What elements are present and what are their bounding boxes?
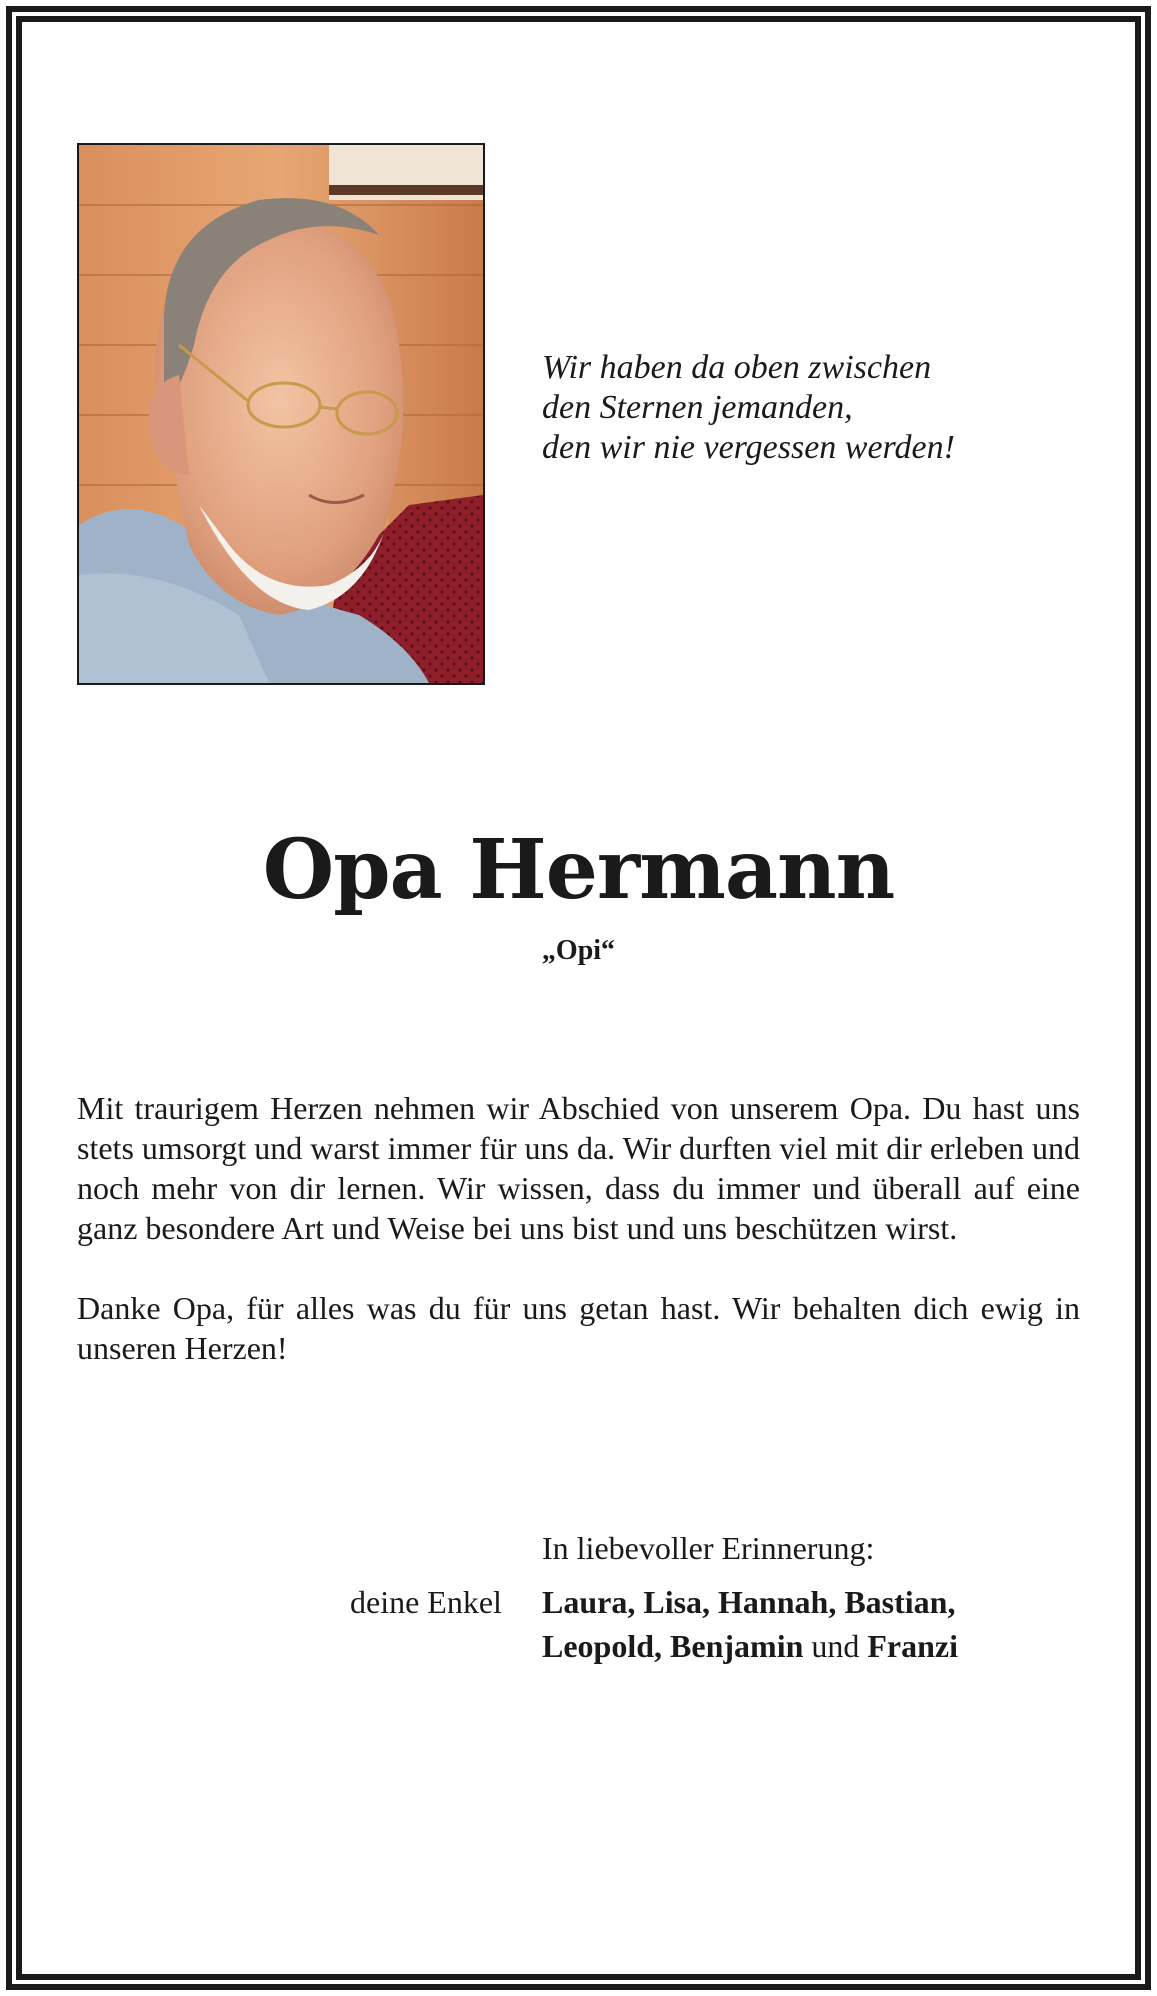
signers-line — [542, 1624, 1102, 1668]
signer-names: Leopold, Benjamin — [542, 1628, 804, 1664]
signers-connector: und — [803, 1628, 868, 1664]
memorial-quote — [542, 348, 1062, 468]
signers-prefix: deine Enkel — [350, 1584, 502, 1620]
portrait-photo — [77, 143, 485, 685]
signers-line: Laura, Lisa, Hannah, Bastian, — [542, 1584, 956, 1620]
quote-line: den Sternen jemanden, — [542, 389, 853, 426]
farewell-paragraph: Danke Opa, für alles was du für uns getan hast. Wir behalten dich ewig in unseren Herzen! — [77, 1290, 1080, 1366]
closing-label: In liebevoller Erinnerung: — [542, 1530, 875, 1566]
signer-name: Franzi — [867, 1628, 959, 1664]
farewell-paragraph: Mit traurigem Herzen nehmen wir Abschied von unserem Opa. Du hast uns stets umsorgt und warst immer für uns da. Wir durften viel mit dir erleben und noch mehr von dir lernen. Wir wissen, dass du immer und überall auf eine ganz besondere Art und Weise bei uns bist und uns beschützen wirst. — [77, 1090, 1080, 1246]
farewell-text — [77, 1088, 1080, 1408]
quote-line: den wir nie vergessen werden! — [542, 429, 955, 466]
nickname: „Opi“ — [541, 935, 616, 966]
signers-names — [542, 1580, 1102, 1668]
deceased-name: Opa Hermann — [262, 822, 895, 918]
quote-line: Wir haben da oben zwischen — [542, 349, 932, 386]
